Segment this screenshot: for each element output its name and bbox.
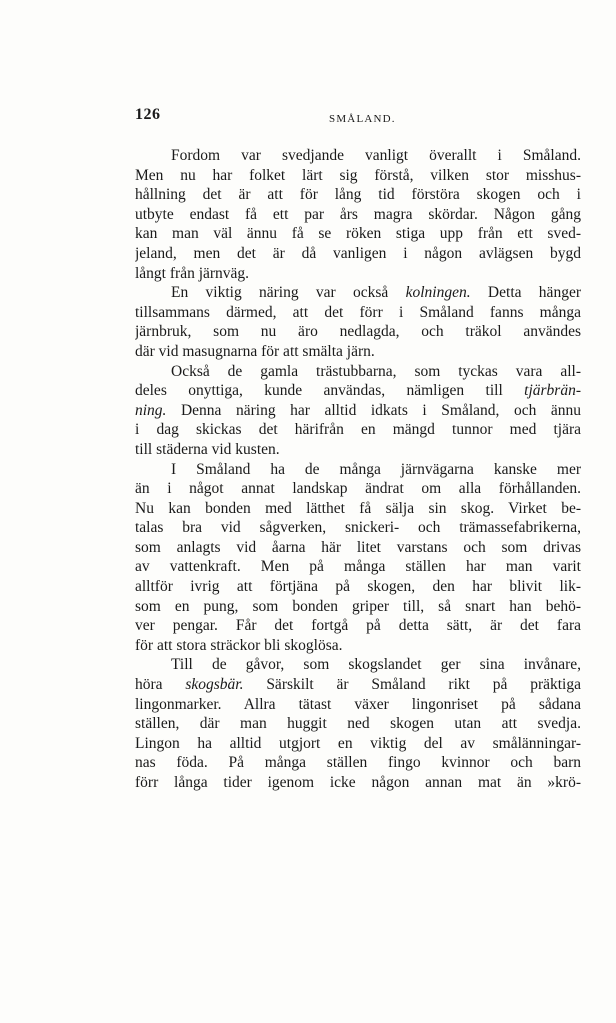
paragraph-jarnvagarna bbox=[135, 460, 581, 656]
text-line-with-emphasis bbox=[135, 283, 581, 303]
text-line-with-emphasis bbox=[135, 381, 581, 401]
text-line: utbyte endast få ett par års magra skördar. Någon gång bbox=[135, 205, 581, 223]
text-line: alltför ivrig att förtjäna på skogen, den har blivit lik- bbox=[135, 578, 581, 596]
text-line: lingonmarker. Allra tätast växer lingonriset på sådana bbox=[135, 695, 581, 713]
text-run: Denna näring har alltid idkats i Småland, och ännu bbox=[166, 401, 581, 419]
text-line: än i något annat landskap ändrat om alla förhållanden. bbox=[135, 480, 581, 498]
text-line: kan man väl ännu få se röken stiga upp från ett sved- bbox=[135, 225, 581, 243]
text-run: höra bbox=[135, 676, 186, 694]
text-line: där vid masugnarna för att smälta järn. bbox=[135, 342, 375, 360]
text-line: tillsammans därmed, att det förr i Småland fanns många bbox=[135, 303, 581, 321]
text-line: nas föda. På många ställen fingo kvinnor och barn bbox=[135, 754, 581, 772]
text-line: ställen, där man huggit ned skogen utan att svedja. bbox=[135, 715, 581, 733]
text-run: En viktig näring var också bbox=[171, 284, 406, 302]
text-line: Till de gåvor, som skogslandet ger sina invånare, bbox=[171, 656, 581, 674]
text-line: som anlagts vid åarna här litet varstans och som drivas bbox=[135, 538, 581, 556]
text-line: Lingon ha alltid utgjort en viktig del av smålänningar- bbox=[135, 734, 581, 752]
text-line: till städerna vid kusten. bbox=[135, 440, 280, 458]
text-run: Detta hänger bbox=[470, 284, 581, 302]
page-number: 126 bbox=[135, 106, 161, 123]
paragraph-trastubbar bbox=[135, 362, 581, 460]
text-line: för att stora sträckor bli skoglösa. bbox=[135, 636, 343, 654]
text-line-with-emphasis bbox=[135, 401, 581, 421]
text-line-with-emphasis bbox=[135, 675, 581, 695]
body-text bbox=[135, 146, 581, 793]
text-line: jeland, men det är då vanligen i någon avlägsen bygd bbox=[135, 244, 581, 262]
text-line: järnbruk, som nu äro nedlagda, och träkol användes bbox=[135, 323, 581, 341]
text-line: Men nu har folket lärt sig förstå, vilken stor misshus- bbox=[135, 166, 581, 184]
paragraph-skogsbar bbox=[135, 655, 581, 792]
running-title: SMÅLAND. bbox=[329, 113, 396, 125]
text-run: Särskilt är Småland rikt på präktiga bbox=[243, 676, 581, 694]
text-line: av vattenkraft. Men på många ställen har man varit bbox=[135, 558, 581, 576]
emphasis-tjarbranning-cont: ning. bbox=[135, 401, 167, 419]
text-line: Nu kan bonden med lätthet få sälja sin skog. Virket be- bbox=[135, 499, 581, 517]
text-line: hållning det är att för lång tid förstöra skogen och i bbox=[135, 186, 581, 204]
emphasis-kolningen: kolningen. bbox=[405, 284, 471, 302]
text-run: deles onyttiga, kunde användas, nämligen till bbox=[135, 382, 525, 400]
text-line: ver pengar. Får det fortgå på detta sätt, är det fara bbox=[135, 617, 581, 635]
emphasis-skogsbar: skogsbär. bbox=[185, 676, 244, 694]
page-header bbox=[135, 106, 580, 130]
text-line: Också de gamla trästubbarna, som tyckas vara all- bbox=[171, 362, 581, 380]
paragraph-kolningen bbox=[135, 283, 581, 361]
text-line: talas bra vid sågverken, snickeri- och trämassefabrikerna, bbox=[135, 519, 581, 537]
emphasis-tjarbranning: tjärbrän- bbox=[524, 382, 581, 400]
text-line: förr långa tider igenom icke någon annan mat än »krö- bbox=[135, 774, 581, 791]
text-line: som en pung, som bonden griper till, så snart han behö- bbox=[135, 597, 581, 615]
text-line: I Småland ha de många järnvägarna kanske mer bbox=[171, 460, 581, 478]
text-line: i dag skickas det härifrån en mängd tunnor med tjära bbox=[135, 421, 581, 439]
text-line: Fordom var svedjande vanligt överallt i Småland. bbox=[171, 147, 581, 164]
text-line: långt från järnväg. bbox=[135, 264, 250, 282]
paragraph-svedjande bbox=[135, 146, 581, 283]
